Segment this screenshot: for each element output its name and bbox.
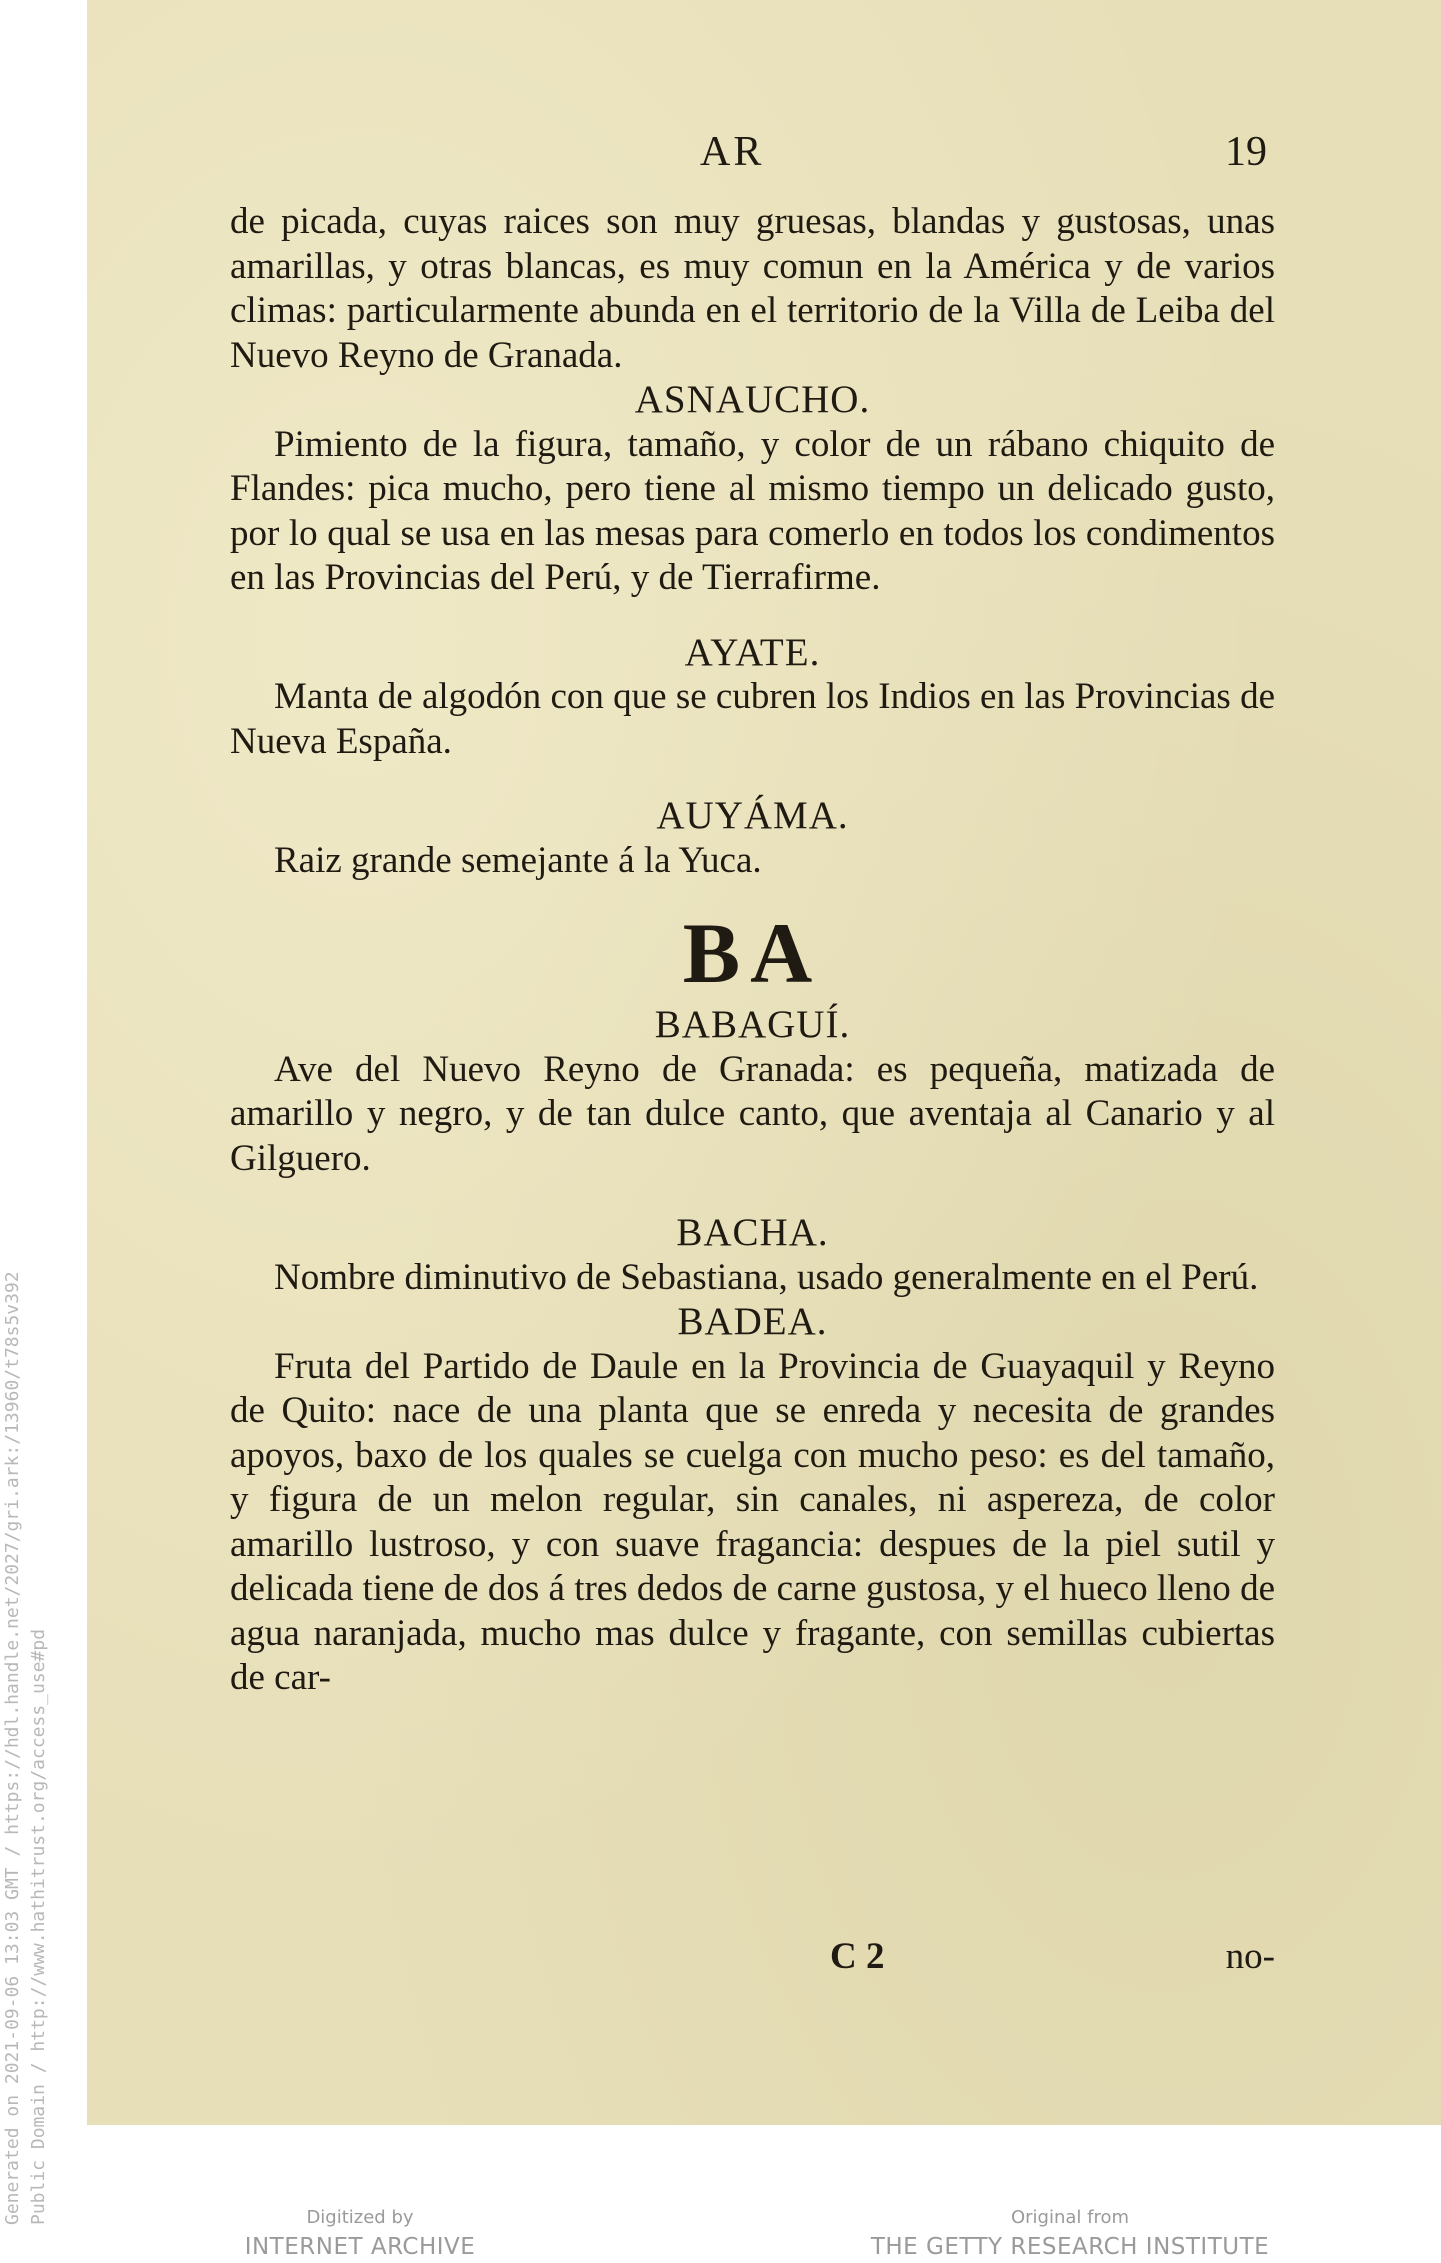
entry-text-babagui: Ave del Nuevo Reyno de Granada: es pequeña, matizada de amarillo y negro, y de tan dulce canto, que aventaja al Canario y al Gilguero. <box>230 1048 1275 1179</box>
page-number: 19 <box>1225 129 1267 175</box>
original-from-credit <box>860 2205 1280 2263</box>
entry-title-auyama: AUYÁMA. <box>656 794 849 837</box>
entry-title-babagui: BABAGUÍ. <box>654 1003 851 1046</box>
entry-title-ayate: AYATE. <box>684 630 821 674</box>
continued-paragraph: de picada, cuyas raices son muy gruesas, blandas y gustosas, unas amarillas, y otras blancas, es muy comun en la América y de varios climas: particularmente abunda en el territorio de la Villa de Leiba del Nuevo Reyno de Granada. <box>230 201 1275 376</box>
entry-text-asnaucho: Pimiento de la figura, tamaño, y color de un rábano chiquito de Flandes: pica mucho, pero tiene al mismo tiempo un delicado gusto, por lo qual se usa en las mesas para comerlo en todos los condimentos en las Provincias del Perú, y de Tierrafirme. <box>230 423 1275 598</box>
page-body <box>230 200 1275 1701</box>
section-heading: BA <box>682 905 823 1001</box>
hathitrust-stamp <box>0 1100 60 2225</box>
page-footer <box>230 1935 1275 1985</box>
catchword: no- <box>1225 1936 1275 1977</box>
entry-text-auyama: Raiz grande semejante á la Yuca. <box>274 839 762 881</box>
entry-title-asnaucho: ASNAUCHO. <box>634 378 871 421</box>
entry-title-bacha: BACHA. <box>676 1211 829 1254</box>
stamp-line-generated: Generated on 2021-09-06 13:03 GMT / https://hdl.handle.net/2027/gri.ark:/13960/t78s5v392 <box>2 1271 23 2225</box>
digitized-by-credit <box>200 2205 520 2263</box>
entry-title-badea: BADEA. <box>677 1300 828 1343</box>
running-head: AR <box>700 129 765 175</box>
page-header <box>230 128 1275 178</box>
entry-text-badea: Fruta del Partido de Daule en la Provincia de Guayaquil y Reyno de Quito: nace de una planta que se enreda y necesita de grandes apoyos, baxo de los quales se cuelga con mucho peso: es del tamaño, y figura de un melon regular, sin canales, ni aspereza, de color amarillo lustroso, y con suave fragancia: despues de la piel sutil y delicada tiene de dos á tres dedos de carne gustosa, y el hueco lleno de agua naranjada, mucho mas dulce y fragante, con semillas cubiertas de car- <box>230 1345 1275 1698</box>
entry-text-ayate: Manta de algodón con que se cubren los Indios en las Provincias de Nueva España. <box>230 676 1275 762</box>
original-from-label: Original from <box>1010 2207 1130 2228</box>
signature-mark: C 2 <box>830 1936 885 1977</box>
entry-text-bacha: Nombre diminutivo de Sebastiana, usado generalmente en el Perú. <box>274 1256 1259 1298</box>
internet-archive-label: INTERNET ARCHIVE <box>244 2234 476 2260</box>
getty-institute-label: THE GETTY RESEARCH INSTITUTE <box>870 2234 1270 2260</box>
stamp-line-license: Public Domain / http://www.hathitrust.org/access_use#pd <box>28 1628 49 2225</box>
digitized-by-label: Digitized by <box>306 2207 414 2228</box>
